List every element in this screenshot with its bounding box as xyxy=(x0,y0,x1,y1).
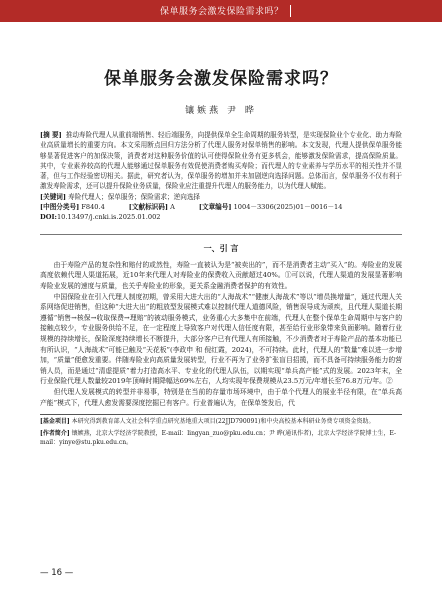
abstract-block xyxy=(40,130,402,192)
keywords-line xyxy=(40,192,402,202)
doi-label: DOI: xyxy=(40,212,57,221)
section-divider xyxy=(40,234,402,235)
doi-line xyxy=(40,212,402,222)
clc-value: F840.4 xyxy=(81,202,105,211)
section-heading: 一、引 言 xyxy=(203,243,239,253)
article-number-label: [文章编号] xyxy=(198,202,232,211)
body-paragraph: 由于寿险产品的复杂性和赔付的或然性，寿险一直被认为是“被卖出的”，而不是消费者主动“买入”的。寿险业的发展高度依赖代理人渠道拓展，近10年来代理人对寿险业的保费收入贡献超过40%。①可以说，代理人渠道的发展显著影响寿险业发展的速度与质量，也关乎寿险业的形象，更关系金融消费者保护的有效性。 xyxy=(40,260,402,290)
body-paragraph: 但代理人发展模式的转型并非易事，特别是在当前的存量市场环境中，由于单个代理人的展业半径有限，在“单兵高产能”模式下，代理人愈发需要深度挖掘已有客户。行业普遍认为，在保单签发后，代 xyxy=(40,387,402,407)
classification-line xyxy=(40,202,402,212)
funding-text: 本研究得到教育部人文社会科学重点研究基地重大项目(22JJD790091)和中央高校基本科研业务费专项资金资助。 xyxy=(71,418,375,426)
doi-value: 10.13497/j.cnki.is.2025.01.002 xyxy=(56,212,161,221)
abstract-label: [摘 要] xyxy=(40,131,62,139)
doc-code-value: A xyxy=(170,202,175,211)
body-paragraph: 中国保险业在引入代理人制度初期，曾采用大进大出的“人海战术”“健康人海战术”等以“增员换增量”，通过代理人关系网络促进销售，但这种“大进大出”的粗放型发展模式难以控制代理人道德风险，销售误导成为顽疾，且代理人渠道长期遵循“销售→核保→收取保费→理赔”的被动服务模式，业务重心大多集中在前端，代理人在整个保单生命周期中与客户的接触点较少，专业服务供给不足，在一定程度上导致客户对代理人信任度有限，甚至给行业形象带来负面影响。随着行业规模的持续增长，保险深度持续增长不断提升，大部分客户已有代理人有所接触，不少消费者对于寿险产品的基本功能已有所认识，“人海战术”可能已触及“天花板”(李政申 和 倪红霞，2024)，不可持续。此时，代理人的“数量”难以进一步增加，“质量”便愈发重要。伴随寿险业向高质量发展转型，行业不再为了业务扩张盲目招揽，而不具备可持续服务能力的营销人员，而是通过“清虚提质”着力打造高水平、专业化的代理人队伍，以期实现“单兵高产能”式的发展。2023年末，全行业保险代理人数量较2019年顶峰时期降幅达69%左右，人均实现年保费规模从23.5万元/年增长至76.8万元/年。② xyxy=(40,292,402,386)
running-header-title: 保单服务会激发保险需求吗？ xyxy=(160,7,284,17)
doc-code-label: [文献标识码] xyxy=(128,202,168,211)
article-title: 保单服务会激发保险需求吗？ xyxy=(104,69,338,89)
funding-label: [基金项目] xyxy=(40,418,70,426)
abstract-text: 推动寿险代理人从重前端销售、轻后端服务，向提供保单全生命周期的服务转型，是实现保险业个专业化、助力寿险业高质量增长的重要方向。本文采用断点回归方法分析了代理人服务对保单销售的影响。本文发现，代理人提供保单服务能够显著促进客户的加保决策，消费者对这种服务价值的认可使得保险业务有更多机会，能够激发保险需求，提高保险质量。其中，专业素养较高的代理人能够通过保单服务有效促使消费者购买寿险；而代理人的专业素养与学历水平的相关性并不显著，但与工作经验密切相关。据此，研究者认为，保单服务的增加并未加剧逆向选择问题。总体而言，保单服务不仅有利于激发寿险需求，还可以提升保险业务质量，保险业应注重提升代理人的服务能力，以为代理人赋能。 xyxy=(40,131,403,191)
article-number-value: 1004－3306(2025)01－0016－14 xyxy=(233,202,343,211)
author-bio-label: [作者简介] xyxy=(40,429,70,437)
article-page xyxy=(40,30,402,448)
body-text xyxy=(40,260,402,408)
clc-label: [中图分类号] xyxy=(40,202,80,211)
running-header-bar xyxy=(0,0,442,22)
footnote-funding xyxy=(40,417,402,427)
page-number: — 16 — xyxy=(40,568,74,578)
author-bio-text: 镶嫉燕，北京大学经济学院教授，E-mail：lingyan_zuo@pku.edu.cn；尹 晔(通讯作者)，北京大学经济学院博士生，E-mail：yinye@stu.pku.edu.cn。 xyxy=(40,429,396,447)
footnote-author xyxy=(40,429,402,448)
footnote-divider xyxy=(40,414,402,415)
keywords-text: 寿险代理人；保单服务；保险需求；逆向选择 xyxy=(68,192,201,201)
header-divider xyxy=(290,5,291,17)
article-authors: 镶嫉燕 尹 晔 xyxy=(185,106,257,116)
keywords-label: [关键词] xyxy=(40,192,67,201)
